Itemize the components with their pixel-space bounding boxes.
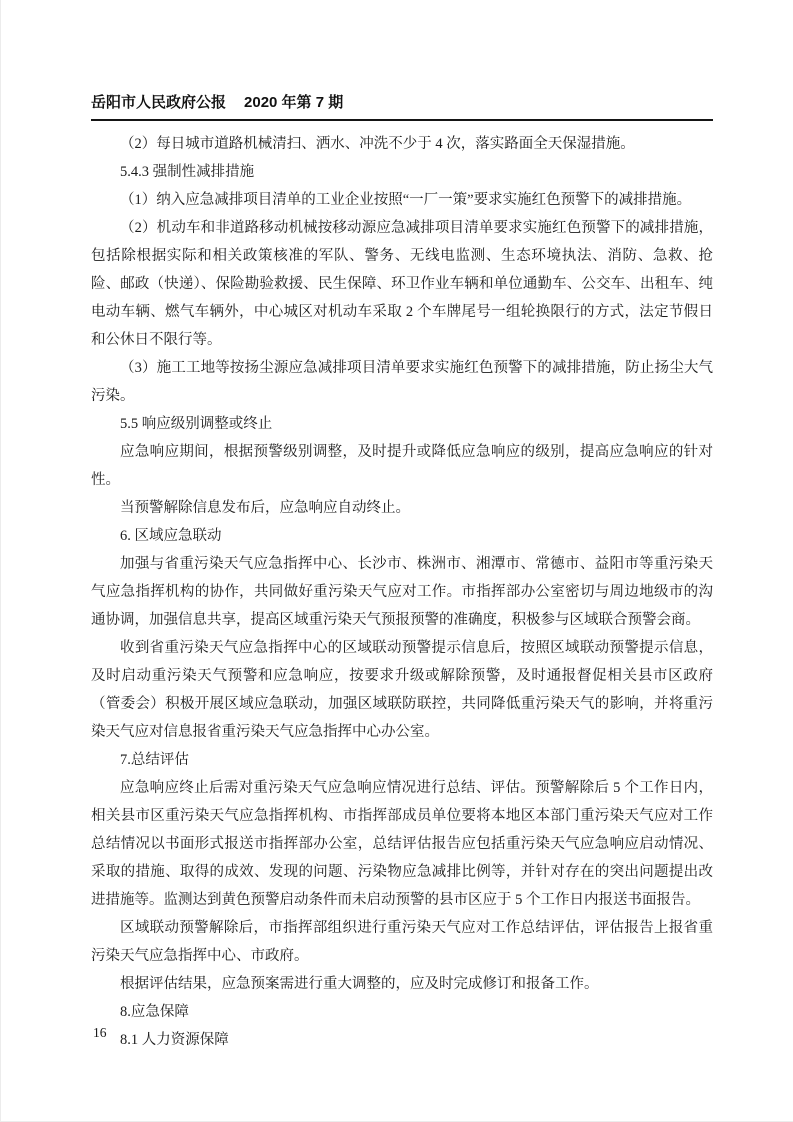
page-number: 16 [93, 1025, 107, 1040]
document-body [91, 130, 713, 1054]
section-heading-8: 8.应急保障 [120, 1004, 189, 1020]
section-heading-6: 6. 区域应急联动 [120, 528, 222, 544]
paragraph: 区域联动预警解除后，市指挥部组织进行重污染天气应对工作总结评估，评估报告上报省重污染天气应急指挥中心、市政府。 [91, 920, 713, 964]
issue-label: 2020 年第 7 期 [244, 94, 344, 111]
paragraph: （3）施工工地等按扬尘源应急减排项目清单要求实施红色预警下的减排措施，防止扬尘大气污染。 [91, 360, 713, 404]
section-heading-5-5: 5.5 响应级别调整或终止 [120, 416, 273, 432]
paragraph: 收到省重污染天气应急指挥中心的区域联动预警提示信息后，按照区域联动预警提示信息，及时启动重污染天气预警和应急响应，按要求升级或解除预警，及时通报督促相关县市区政府（管委会）积极开展区域应急联动，加强区域联防联控，共同降低重污染天气的影响，并将重污染天气应对信息报省重污染天气应急指挥中心办公室。 [91, 640, 713, 740]
paragraph: 应急响应期间，根据预警级别调整，及时提升或降低应急响应的级别，提高应急响应的针对性。 [91, 444, 713, 488]
gazette-title: 岳阳市人民政府公报 [91, 94, 227, 111]
paragraph: （2）每日城市道路机械清扫、洒水、冲洗不少于 4 次，落实路面全天保湿措施。 [120, 136, 635, 152]
paragraph: （2）机动车和非道路移动机械按移动源应急减排项目清单要求实施红色预警下的减排措施，包括除根据实际和相关政策核准的军队、警务、无线电监测、生态环境执法、消防、急救、抢险、邮政（快递）、保险勘验救援、民生保障、环卫作业车辆和单位通勤车、公交车、出租车、纯电动车辆、燃气车辆外，中心城区对机动车采取 2 个车牌尾号一组轮换限行的方式，法定节假日和公休日不限行等。 [91, 220, 713, 348]
paragraph: 加强与省重污染天气应急指挥中心、长沙市、株洲市、湘潭市、常德市、益阳市等重污染天气应急指挥机构的协作，共同做好重污染天气应对工作。市指挥部办公室密切与周边地级市的沟通协调，加强信息共享，提高区域重污染天气预报预警的准确度，积极参与区域联合预警会商。 [91, 556, 713, 628]
paragraph: 根据评估结果，应急预案需进行重大调整的，应及时完成修订和报备工作。 [120, 976, 599, 992]
page-header [91, 94, 713, 121]
section-heading-7: 7.总结评估 [120, 752, 189, 768]
paragraph: （1）纳入应急减排项目清单的工业企业按照“一厂一策”要求实施红色预警下的减排措施。 [120, 192, 692, 208]
section-heading-8-1: 8.1 人力资源保障 [120, 1032, 229, 1048]
paragraph: 当预警解除信息发布后，应急响应自动终止。 [120, 500, 410, 516]
section-heading-5-4-3: 5.4.3 强制性减排措施 [120, 164, 255, 180]
paragraph: 应急响应终止后需对重污染天气应急响应情况进行总结、评估。预警解除后 5 个工作日内，相关县市区重污染天气应急指挥机构、市指挥部成员单位要将本地区本部门重污染天气应对工作总结情况以书面形式报送市指挥部办公室，总结评估报告应包括重污染天气应急响应启动情况、采取的措施、取得的成效、发现的问题、污染物应急减排比例等，并针对存在的突出问题提出改进措施等。监测达到黄色预警启动条件而未启动预警的县市区应于 5 个工作日内报送书面报告。 [91, 780, 713, 908]
